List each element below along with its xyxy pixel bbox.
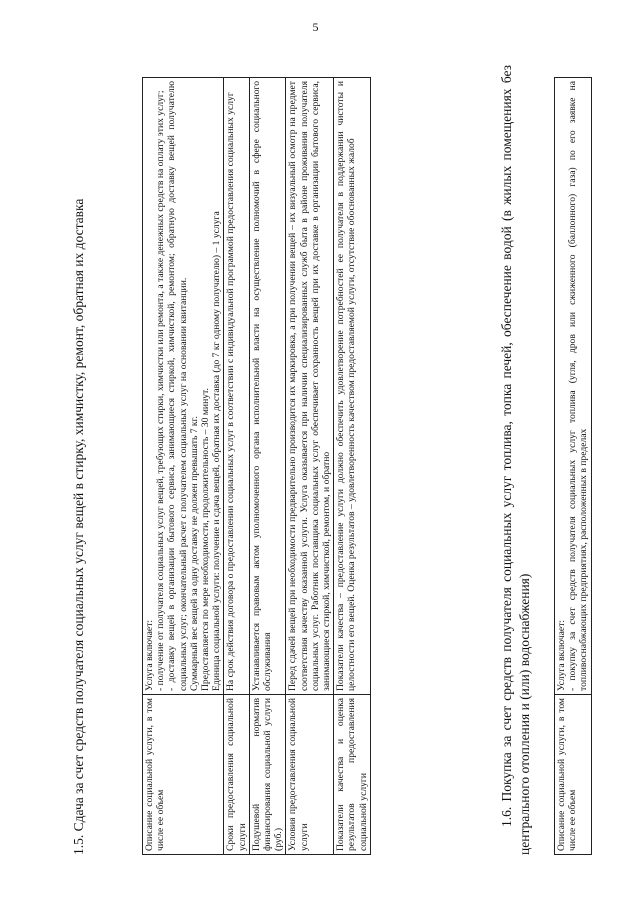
table-row	[249, 78, 286, 855]
row-label: Условия предоставления социальной услуги	[286, 695, 334, 855]
row-label: Показатели качества и оценка результатов предоставления социальной услуги	[334, 695, 371, 855]
row-label: Описание социальной услуги, в том числе ее объем	[555, 695, 592, 855]
row-content	[555, 78, 592, 695]
content-line: Услуга включает:	[144, 619, 155, 691]
table-row	[143, 78, 224, 855]
table-row	[224, 78, 249, 855]
row-content: Показатели качества – предоставление услуги должно обеспечить удовлетворение потребностей ее получателя в поддержании чистоты и целостности его вещей. Оценка результатов – удовлетворенность качеством предоставляемой услуги, отсутствие обоснованных жалоб	[334, 78, 371, 695]
section-1-5-heading: 1.5. Сдача за счет средств получателя социальных услуг вещей в стирку, химчистку, ремонт, обратная их доставка	[71, 198, 86, 855]
table-row	[334, 78, 371, 855]
section-1-5-table	[142, 77, 371, 855]
content-line: - покупку за счет средств получателя социальных услуг топлива (угля, дров или сжиженного (баллонного) газа) по его заявке на топливоснабжающих предприятиях, расположенных в пределах	[567, 81, 590, 691]
content-line: - доставку вещей в организации бытового сервиса, занимающиеся стиркой, химчисткой, ремонтом; обратную доставку вещей получателю социальных услуг; окончательный расчет с получателем социальных услуг на основании квитанции.	[166, 81, 189, 691]
row-content	[143, 78, 224, 695]
row-label: Подушевой норматив финансирования социальной услуги (руб.)	[249, 695, 286, 855]
content-line: Предоставляется по мере необходимости, продолжительность – 30 минут.	[200, 388, 212, 691]
row-label: Описание социальной услуги, в том числе ее объем	[143, 695, 224, 855]
table-row	[286, 78, 334, 855]
section-1-6-heading: 1.6. Покупка за счет средств получателя социальных услуг топлива, топка печей, обеспечение водой (в жилых помещениях без центрального отопления и (или) водоснабжения)	[499, 65, 532, 855]
content-line: Суммарный вес вещей за одну доставку не должен превышать 7 кг.	[188, 416, 200, 691]
row-content: Устанавливается правовым актом уполномоченного органа исполнительной власти на осуществление полномочий в сфере социального обслуживания	[249, 78, 286, 695]
section-1-6-table	[554, 77, 592, 855]
table-row	[555, 78, 592, 855]
row-content: На срок действия договора о предоставлении социальных услуг в соответствии с индивидуальной программой предоставления социальных услуг	[224, 78, 249, 695]
row-label: Сроки предоставления социальной услуги	[224, 695, 249, 855]
content-line: Единица социальной услуги: получение и сдача вещей, обратная их доставка (до 7 кг одному получателю) – 1 услуга	[211, 211, 223, 691]
page-number: 5	[312, 20, 319, 34]
content-line: Услуга включает:	[556, 619, 567, 691]
rotated-landscape-sheet	[70, 45, 610, 865]
content-line: - получение от получателя социальных услуг вещей, требующих стирки, химчистки или ремонта, а также денежных средств на оплату этих услуг;	[155, 90, 167, 691]
row-content: Перед сдачей вещей при необходимости предварительно производится их маркировка, а при получении вещей – их визуальный осмотр на предмет соответствия качеству оказанной услуги. Услуга оказывается при наличии специализированных служб быта в районе проживания получателя социальных услуг. Работник поставщика социальных услуг обеспечивает сохранность вещей при их доставке в организации бытового сервиса, занимающиеся стиркой, химчисткой, ремонтом, и обратно	[286, 78, 334, 695]
